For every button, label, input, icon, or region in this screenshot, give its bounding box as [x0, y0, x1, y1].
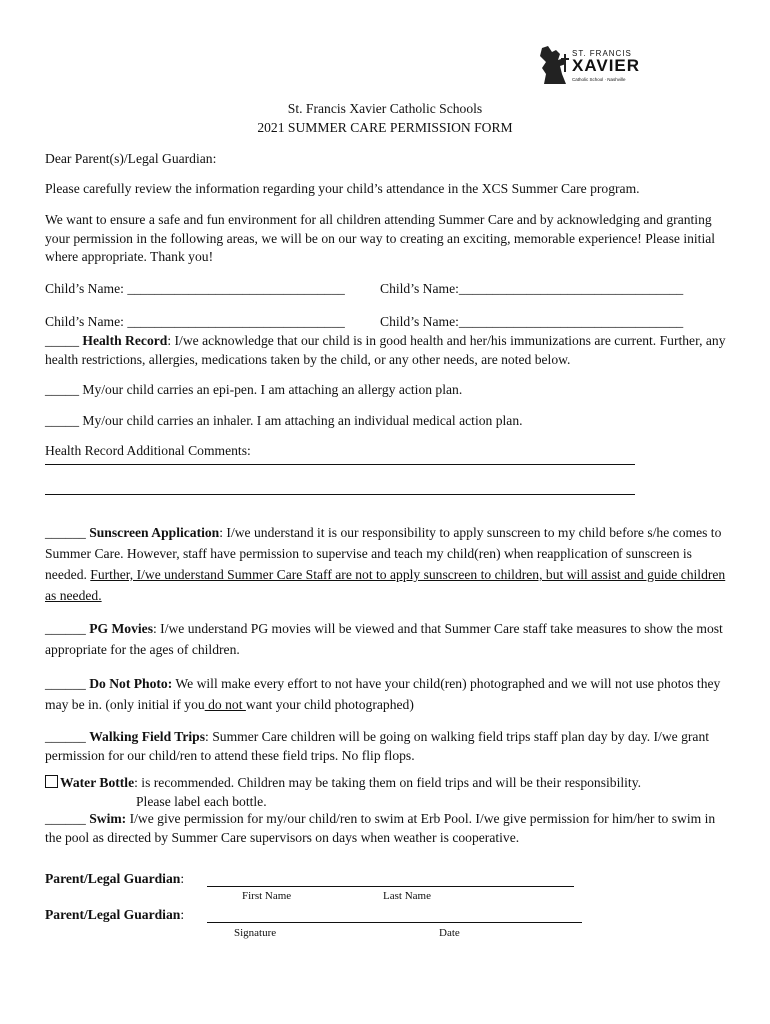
logo-line3: Catholic School · Nashville [572, 77, 626, 82]
inhaler-line [45, 413, 523, 429]
guardian-label-1: Parent/Legal Guardian [45, 871, 181, 886]
field-trips-title: Walking Field Trips [89, 729, 206, 744]
child-name-field-1[interactable]: Child’s Name: ________________________________ [45, 281, 345, 296]
signature-caption: Signature [234, 927, 277, 939]
water-bottle-title: Water Bottle [60, 775, 135, 790]
water-bottle-note: Please label each bottle. [136, 794, 267, 809]
guardian-signature-line[interactable] [207, 922, 582, 923]
sunscreen-underlined: Further, I/we understand Summer Care Staff are not to apply sunscreen to children, but will assist and guide children as needed. [45, 567, 726, 603]
epipen-text: My/our child carries an epi-pen. I am attaching an allergy action plan. [78, 382, 463, 397]
field-trips-initial-blank[interactable]: ______ [45, 729, 86, 744]
child-name-label: Child’s Name: [45, 314, 124, 329]
guardian-name-line[interactable] [207, 886, 574, 887]
school-logo [538, 44, 641, 90]
child-name-label: Child’s Name: [380, 314, 459, 329]
health-title: Health Record [82, 333, 168, 348]
water-bottle-text: : is recommended. Children may be taking them on field trips and will be their responsibility. [134, 775, 642, 790]
salutation: Dear Parent(s)/Legal Guardian: [45, 151, 217, 166]
no-photo-section [45, 674, 735, 715]
water-bottle-line [45, 775, 641, 791]
child-name-label: Child’s Name: [380, 281, 459, 296]
no-photo-underlined: do not [204, 696, 246, 712]
health-text: : I/we acknowledge that our child is in good health and her/his immunizations are current. Further, any health restrictions, allergies, medications taken by the child, or any other needs, are noted below. [45, 333, 726, 367]
pg-movies-initial-blank[interactable]: ______ [45, 621, 86, 636]
epipen-initial-blank[interactable]: _____ [45, 382, 79, 397]
swim-title: Swim: [89, 811, 127, 826]
child-name-field-3[interactable]: Child’s Name: ________________________________ [45, 314, 345, 329]
no-photo-initial-blank[interactable]: ______ [45, 676, 86, 691]
swim-text: I/we give permission for my/our child/ren to swim at Erb Pool. I/we give permission for him/her to swim in the pool as directed by Summer Care supervisors on days when weather is cooperative. [45, 811, 716, 845]
inhaler-text: My/our child carries an inhaler. I am attaching an individual medical action plan. [78, 413, 523, 428]
inhaler-initial-blank[interactable]: _____ [45, 413, 79, 428]
no-photo-title: Do Not Photo: [89, 676, 173, 691]
school-name: St. Francis Xavier Catholic Schools [287, 101, 483, 116]
intro-paragraph-2: We want to ensure a safe and fun environment for all children attending Summer Care and by acknowledging and granting your permission in the following areas, we will be on our way to creating an exciting, memorable experience! Please initial where appropriate. Thank you! [45, 212, 716, 264]
no-photo-text-1: We will make every effort to not have your child(ren) photographed and we will not use photos they may be in. (only initial if you [45, 676, 721, 712]
no-photo-text-2: want your child photographed) [245, 696, 414, 712]
health-initial-blank[interactable]: _____ [45, 333, 79, 348]
statue-icon [538, 44, 572, 88]
first-name-caption: First Name [242, 890, 292, 902]
swim-initial-blank[interactable]: ______ [45, 811, 86, 826]
child-name-field-2[interactable]: Child’s Name:_________________________________ [380, 281, 684, 296]
logo-line2: XAVIER [572, 56, 641, 75]
sunscreen-section [45, 522, 735, 606]
field-trips-section [45, 727, 735, 765]
child-name-label: Child’s Name: [45, 281, 124, 296]
field-trips-text: : Summer Care children will be going on walking field trips staff plan day by day. I/we grant permission for our child/ren to attend these field trips. No flip flops. [45, 729, 710, 763]
date-caption: Date [439, 927, 460, 939]
comments-line-1[interactable] [45, 464, 635, 465]
last-name-caption: Last Name [383, 890, 431, 902]
health-record-section [45, 332, 735, 369]
intro-paragraph-1: Please carefully review the information regarding your child’s attendance in the XCS Summer Care program. [45, 181, 640, 196]
sunscreen-initial-blank[interactable]: ______ [45, 525, 86, 540]
logo-line1: ST. FRANCIS [572, 49, 632, 58]
pg-movies-title: PG Movies [89, 621, 153, 636]
guardian-name-row: Parent/Legal Guardian: [45, 871, 185, 886]
water-bottle-checkbox[interactable] [45, 775, 58, 788]
epipen-line [45, 382, 462, 398]
guardian-label-2: Parent/Legal Guardian [45, 907, 181, 922]
comments-line-2[interactable] [45, 494, 635, 495]
pg-movies-text: : I/we understand PG movies will be viewed and that Summer Care staff take measures to show the most appropriate for the ages of children. [45, 621, 723, 657]
pg-movies-section [45, 619, 735, 660]
swim-section [45, 810, 735, 847]
comments-label: Health Record Additional Comments: [45, 443, 251, 458]
form-title: 2021 SUMMER CARE PERMISSION FORM [257, 120, 513, 135]
child-name-field-4[interactable]: Child’s Name:_________________________________ [380, 314, 684, 329]
sunscreen-title: Sunscreen Application [89, 525, 220, 540]
sunscreen-text: : I/we understand it is our responsibility to apply sunscreen to my child before s/he comes to Summer Care. However, staff have permission to supervise and teach my child(ren) when reapplication of sunscreen is needed. [45, 525, 722, 582]
guardian-signature-row: Parent/Legal Guardian: [45, 907, 185, 922]
